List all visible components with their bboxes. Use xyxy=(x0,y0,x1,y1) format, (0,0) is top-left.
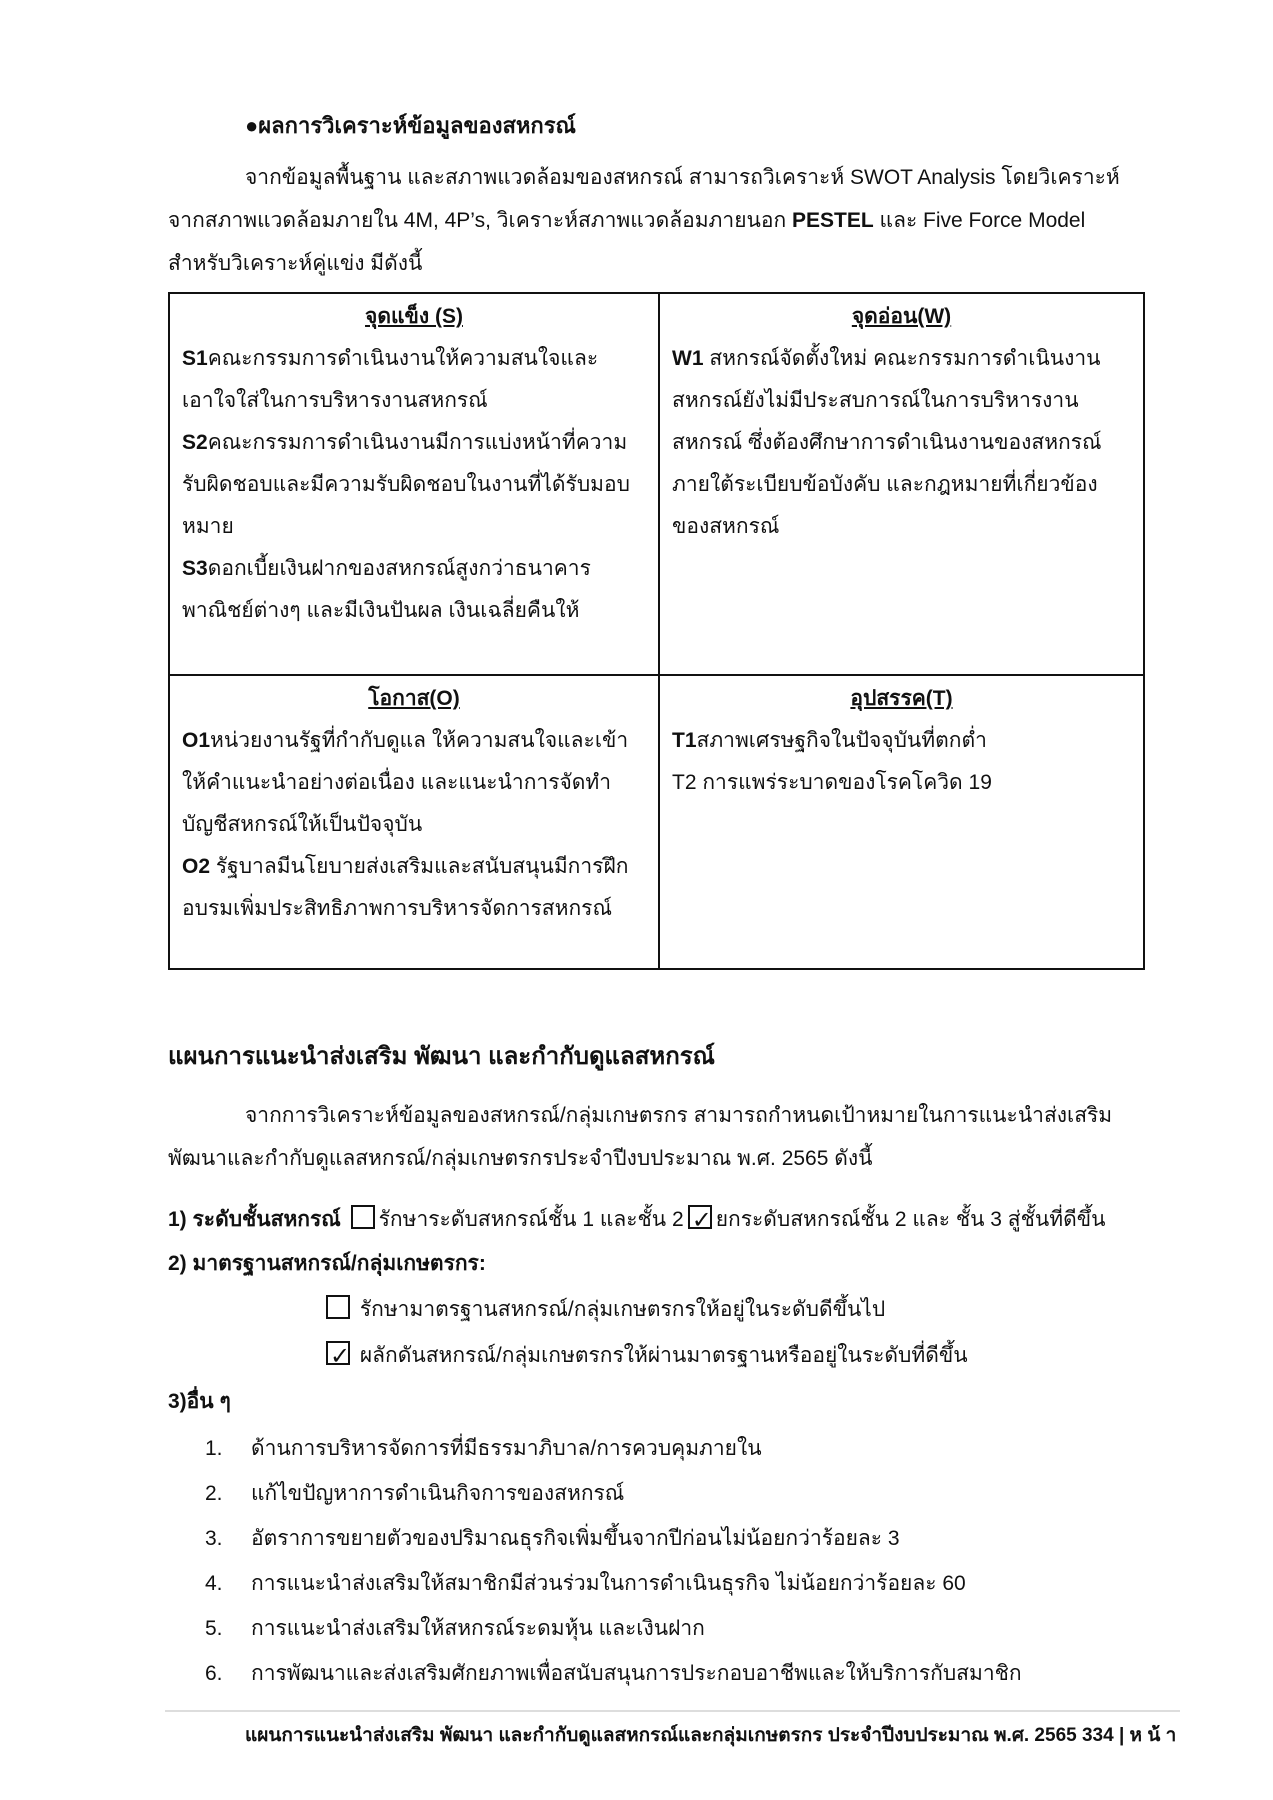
item-code: T1 xyxy=(672,729,697,752)
item-number: 6. xyxy=(205,1662,223,1685)
checkbox-raise-level[interactable] xyxy=(688,1205,712,1229)
swot-item xyxy=(182,548,646,632)
list-item xyxy=(205,1561,1022,1606)
item-text: อัตราการขยายตัวของปริมาณธุรกิจเพิ่มขึ้นจากปีก่อนไม่น้อยกว่าร้อยละ 3 xyxy=(251,1527,900,1550)
plan-intro-line: จากการวิเคราะห์ข้อมูลของสหกรณ์/กลุ่มเกษตรกร สามารถกำหนดเป้าหมายในการแนะนำส่งเสริม xyxy=(245,1104,1113,1127)
swot-item xyxy=(182,846,646,930)
item-code: S1 xyxy=(182,347,208,370)
swot-item xyxy=(672,762,1131,804)
swot-item xyxy=(182,720,646,846)
checkbox-push-standard[interactable] xyxy=(326,1341,350,1365)
option-label: รักษามาตรฐานสหกรณ์/กลุ่มเกษตรกรให้อยู่ในระดับดีขึ้นไป xyxy=(359,1298,886,1321)
option-label: รักษาระดับสหกรณ์ชั้น 1 และชั้น 2 xyxy=(378,1208,684,1231)
checkbox-maintain-level[interactable] xyxy=(351,1205,375,1229)
plan-title: แผนการแนะนำส่งเสริม พัฒนา และกำกับดูแลสหกรณ์ xyxy=(168,1043,715,1070)
standard-option-1 xyxy=(322,1288,885,1331)
item-text: รัฐบาลมีนโยบายส่งเสริมและสนับสนุนมีการฝึกอบรมเพิ่มประสิทธิภาพการบริหารจัดการสหกรณ์ xyxy=(182,855,629,920)
swot-strengths xyxy=(170,294,658,674)
others-list xyxy=(205,1426,1022,1696)
swot-threats xyxy=(658,674,1143,968)
option-label: ยกระดับสหกรณ์ชั้น 2 และ ชั้น 3 สู่ชั้นที่ดีขึ้น xyxy=(715,1208,1106,1231)
swot-weaknesses xyxy=(658,294,1143,674)
text: และ Five Force Model xyxy=(873,209,1086,232)
list-item xyxy=(205,1426,1022,1471)
section-heading: ●ผลการวิเคราะห์ข้อมูลของสหกรณ์ xyxy=(245,113,576,138)
item-text: แก้ไขปัญหาการดำเนินกิจการของสหกรณ์ xyxy=(251,1482,625,1505)
item-code: S3 xyxy=(182,557,208,580)
swot-table xyxy=(168,292,1145,970)
intro-paragraph xyxy=(168,156,1145,285)
item-text: การแนะนำส่งเสริมให้สมาชิกมีส่วนร่วมในการดำเนินธุรกิจ ไม่น้อยกว่าร้อยละ 60 xyxy=(251,1572,966,1595)
list-item xyxy=(205,1471,1022,1516)
item-text: สหกรณ์จัดตั้งใหม่ คณะกรรมการดำเนินงานสหกรณ์ยังไม่มีประสบการณ์ในการบริหารงานสหกรณ์ ซึ่งต้องศึกษาการดำเนินงานของสหกรณ์ ภายใต้ระเบียบข้อบังคับ และกฎหมายที่เกี่ยวข้องของสหกรณ์ xyxy=(672,347,1102,538)
footer-divider xyxy=(165,1710,1180,1712)
item-number: 1. xyxy=(205,1437,223,1460)
intro-line: สำหรับวิเคราะห์คู่แข่ง มีดังนี้ xyxy=(168,252,423,275)
others-label: 3)อื่น ๆ xyxy=(168,1390,231,1413)
quadrant-title: จุดแข็ง (S) xyxy=(365,305,463,328)
item-text: ดอกเบี้ยเงินฝากของสหกรณ์สูงกว่าธนาคารพาณิชย์ต่างๆ และมีเงินปันผล เงินเฉลี่ยคืนให้ xyxy=(182,557,591,622)
item-number: 3. xyxy=(205,1527,223,1550)
quadrant-title: จุดอ่อน(W) xyxy=(851,305,952,328)
item-code: W1 xyxy=(672,347,704,370)
standard-label: 2) มาตรฐานสหกรณ์/กลุ่มเกษตรกร: xyxy=(168,1252,486,1275)
standard-option-2 xyxy=(322,1334,968,1377)
plan-intro-line: พัฒนาและกำกับดูแลสหกรณ์/กลุ่มเกษตรกรประจำปีงบประมาณ พ.ศ. 2565 ดังนี้ xyxy=(168,1147,873,1170)
item-code: S2 xyxy=(182,431,208,454)
text: จากสภาพแวดล้อมภายใน 4M, 4P’s, วิเคราะห์สภาพแวดล้อมภายนอก xyxy=(168,209,793,232)
option-label: ผลักดันสหกรณ์/กลุ่มเกษตรกรให้ผ่านมาตรฐานหรืออยู่ในระดับที่ดีขึ้น xyxy=(359,1344,968,1367)
quadrant-title: โอกาส(O) xyxy=(368,687,460,710)
item-code: O1 xyxy=(182,729,211,752)
item-number: 5. xyxy=(205,1617,223,1640)
intro-line: จากข้อมูลพื้นฐาน และสภาพแวดล้อมของสหกรณ์ สามารถวิเคราะห์ SWOT Analysis โดยวิเคราะห์ xyxy=(245,166,1120,189)
swot-item xyxy=(182,338,646,422)
item-text: T2 การแพร่ระบาดของโรคโควิด 19 xyxy=(672,771,992,794)
plan-intro xyxy=(168,1094,1145,1180)
list-item xyxy=(205,1651,1022,1696)
item-text: ด้านการบริหารจัดการที่มีธรรมาภิบาล/การควบคุมภายใน xyxy=(251,1437,762,1460)
item-number: 4. xyxy=(205,1572,223,1595)
swot-opportunities xyxy=(170,674,658,968)
item-number: 2. xyxy=(205,1482,223,1505)
level-label: 1) ระดับชั้นสหกรณ์ xyxy=(168,1208,341,1231)
checkbox-maintain-standard[interactable] xyxy=(326,1295,350,1319)
pestel-text: PESTEL xyxy=(792,209,874,232)
item-code: O2 xyxy=(182,855,211,878)
swot-item xyxy=(182,422,646,548)
quadrant-title: อุปสรรค(T) xyxy=(850,687,953,710)
swot-item xyxy=(672,338,1131,548)
item-text: คณะกรรมการดำเนินงานให้ความสนใจและเอาใจใส่ในการบริหารงานสหกรณ์ xyxy=(182,347,599,412)
footer-text: แผนการแนะนำส่งเสริม พัฒนา และกำกับดูแลสหกรณ์และกลุ่มเกษตรกร ประจำปีงบประมาณ พ.ศ. 2565 334 | ห น้ า xyxy=(245,1725,1177,1746)
item-text: คณะกรรมการดำเนินงานมีการแบ่งหน้าที่ความรับผิดชอบและมีความรับผิดชอบในงานที่ได้รับมอบหมาย xyxy=(182,431,630,538)
intro-line xyxy=(168,199,1145,242)
item-text: การแนะนำส่งเสริมให้สหกรณ์ระดมหุ้น และเงินฝาก xyxy=(251,1617,705,1640)
item-text: หน่วยงานรัฐที่กำกับดูแล ให้ความสนใจและเข้าให้คำแนะนำอย่างต่อเนื่อง และแนะนำการจัดทำบัญชีสหกรณ์ให้เป็นปัจจุบัน xyxy=(182,729,629,836)
level-row xyxy=(168,1198,1105,1241)
item-text: สภาพเศรษฐกิจในปัจจุบันที่ตกต่ำ xyxy=(696,729,987,752)
list-item xyxy=(205,1516,1022,1561)
swot-item xyxy=(672,720,1131,762)
item-text: การพัฒนาและส่งเสริมศักยภาพเพื่อสนับสนุนการประกอบอาชีพและให้บริการกับสมาชิก xyxy=(251,1662,1022,1685)
list-item xyxy=(205,1606,1022,1651)
